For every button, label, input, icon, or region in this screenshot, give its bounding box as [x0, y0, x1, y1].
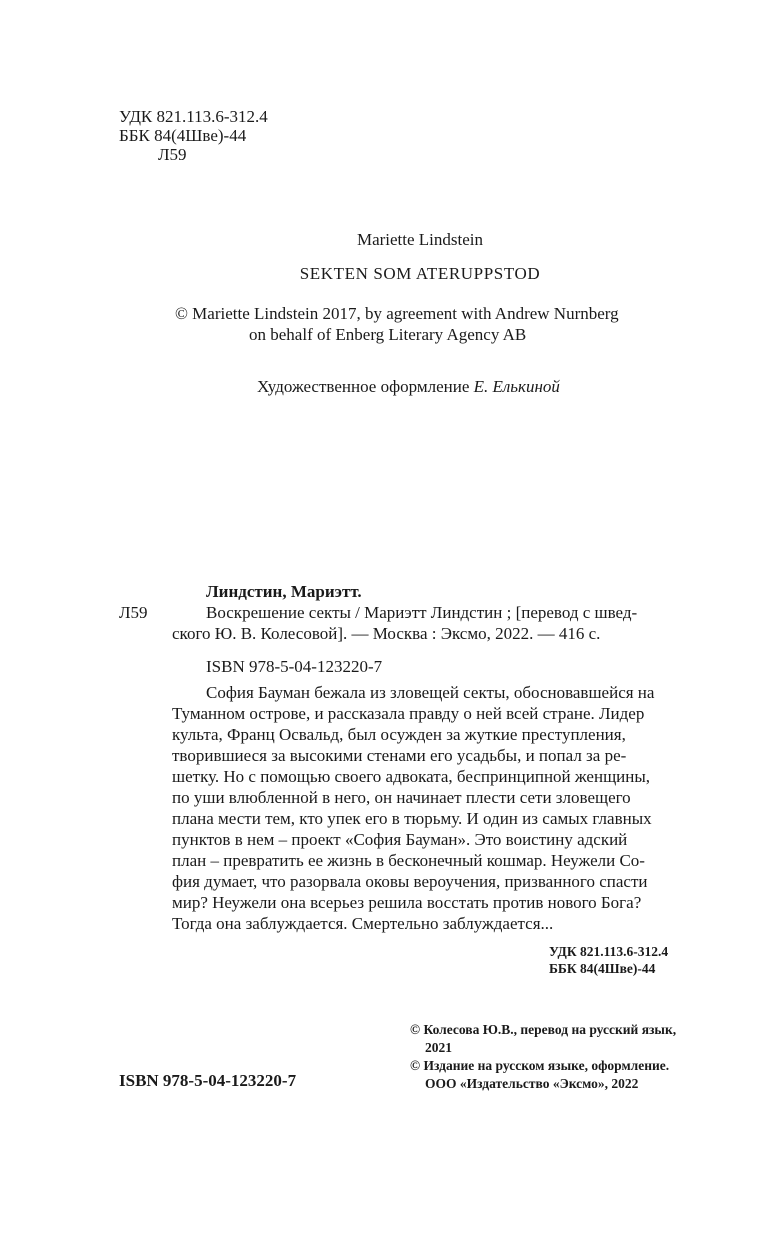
edition-copyright-line1: © Издание на русском языке, оформление.	[410, 1058, 670, 1073]
udk-code: УДК 821.113.6-312.4	[119, 107, 268, 126]
annotation-line: Туманном острове, и рассказала правду о ней всей стране. Лидер	[172, 704, 645, 723]
design-credit-label: Художественное оформление	[257, 377, 474, 396]
bottom-bbk-code: ББК 84(4Шве)-44	[549, 961, 656, 976]
annotation-line: мир? Неужели она всерьез решила восстать против нового Бога?	[172, 893, 642, 912]
catalog-title-line2: ского Ю. В. Колесовой]. — Москва : Эксмо, 2022. — 416 с.	[172, 624, 601, 643]
author-mark: Л59	[158, 145, 187, 164]
annotation-line: по уши влюбленной в него, он начинает плести сети зловещего	[172, 788, 631, 807]
annotation-line: культа, Франц Освальд, был осужден за жуткие преступления,	[172, 725, 626, 744]
catalog-mark: Л59	[119, 603, 148, 622]
original-copyright-line2: on behalf of Enberg Literary Agency AB	[249, 325, 527, 344]
catalog-author-heading: Линдстин, Мариэтт.	[206, 582, 362, 601]
annotation-line: пунктов в нем – проект «София Бауман». Это воистину адский	[172, 830, 628, 849]
annotation-line: Тогда она заблуждается. Смертельно заблуждается...	[172, 914, 554, 933]
annotation-line: творившиеся за высокими стенами его усадьбы, и попал за ре-	[172, 746, 627, 765]
translation-copyright-line2: 2021	[425, 1040, 452, 1055]
catalog-isbn: ISBN 978-5-04-123220-7	[206, 657, 383, 676]
original-copyright-line1: © Mariette Lindstein 2017, by agreement with Andrew Nurnberg	[175, 304, 619, 323]
annotation-line: шетку. Но с помощью своего адвоката, беспринципной женщины,	[172, 767, 651, 786]
design-credit-designer: Е. Елькиной	[473, 377, 560, 396]
original-author: Mariette Lindstein	[356, 230, 484, 249]
annotation-line: плана мести тем, кто упек его в тюрьму. И один из самых главных	[172, 809, 652, 828]
annotation-line: фия думает, что разорвала оковы вероучения, призванного спасти	[172, 872, 648, 891]
edition-copyright-line2: ООО «Издательство «Эксмо», 2022	[425, 1076, 639, 1091]
bottom-udk-code: УДК 821.113.6-312.4	[549, 944, 669, 959]
bbk-code: ББК 84(4Шве)-44	[119, 126, 247, 145]
catalog-title-line1: Воскрешение секты / Мариэтт Линдстин ; [перевод с швед-	[206, 603, 638, 622]
translation-copyright-line1: © Колесова Ю.В., перевод на русский язык,	[410, 1022, 677, 1037]
annotation-line: план – превратить ее жизнь в бесконечный кошмар. Неужели Со-	[172, 851, 645, 870]
footer-isbn: ISBN 978-5-04-123220-7	[119, 1071, 297, 1090]
annotation-line: София Бауман бежала из зловещей секты, обосновавшейся на	[206, 683, 655, 702]
original-title: SEKTEN SOM ATERUPPSTOD	[299, 264, 541, 283]
design-credit	[257, 376, 560, 397]
